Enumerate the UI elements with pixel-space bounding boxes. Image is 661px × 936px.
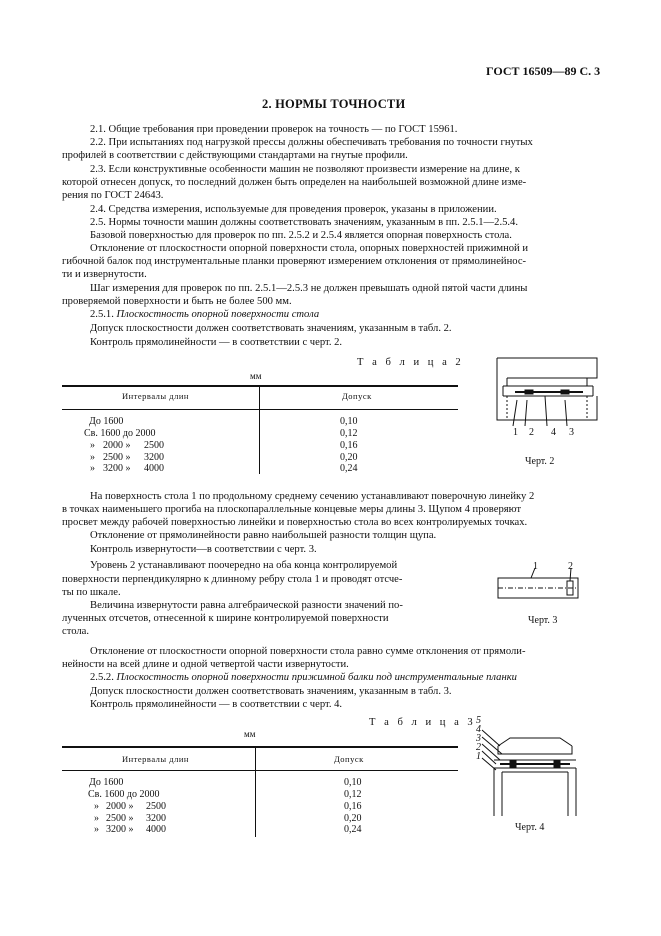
- table2-row-tolerance: 0,12: [340, 428, 358, 439]
- para-step: Шаг измерения для проверок по пп. 2.5.1—2.5.3 не должен превышать одной пятой части длины: [90, 283, 528, 294]
- table2-row-from: 3200 »: [103, 463, 131, 474]
- section-2-5-2-title: Плоскостность опорной поверхности прижимной балки под инструментальные планки: [116, 672, 517, 683]
- table3-row-interval: Св. 1600 до 2000: [88, 789, 160, 800]
- figure-2-label-4: 4: [551, 427, 556, 438]
- section-2-5-1-title: Плоскостность опорной поверхности стола: [116, 309, 320, 320]
- table3-col-tolerance: Допуск: [334, 754, 364, 764]
- para-flatness-sum-2: нейности на всей длине и одной четвертой части извернутости.: [62, 659, 349, 670]
- table2-row-tolerance: 0,16: [340, 440, 358, 451]
- table3-row-to: 2500: [146, 801, 166, 812]
- table2-row-to: 2500: [144, 440, 164, 451]
- table3-top-rule: [62, 746, 458, 748]
- table2-col-divider: [259, 386, 260, 474]
- section-2-5-1-heading: [90, 309, 319, 322]
- figure-4-label-5: 5: [476, 715, 481, 726]
- figure-3-label-2: 2: [568, 561, 573, 572]
- para-2-4: 2.4. Средства измерения, используемые для проведения проверок, указаны в приложении.: [90, 204, 497, 215]
- figure-2-drawing: [495, 356, 605, 446]
- table2-units: мм: [250, 371, 262, 381]
- figure-4-caption: Черт. 4: [515, 822, 545, 833]
- table3-header-rule: [62, 770, 458, 771]
- para-twist-5: лученных отсчетов, отнесенной к ширине контролируемой поверхности: [62, 613, 389, 624]
- para-flatness-end: ти и извернутости.: [62, 269, 147, 280]
- para-straightness-1: На поверхность стола 1 по продольному среднему сечению устанавливают поверочную линейку 2: [90, 491, 535, 502]
- table3-row-ditto: »: [94, 801, 99, 812]
- table2-header-rule: [62, 409, 458, 410]
- table3-row-tolerance: 0,10: [344, 777, 362, 788]
- para-2-2-cont: профилей в соответствии с действующими стандартами на гнутые профили.: [62, 150, 408, 161]
- table3-row-ditto: »: [94, 824, 99, 835]
- para-2-3: 2.3. Если конструктивные особенности машин не позволяют произвести измерение на длине, к: [90, 164, 520, 175]
- table3-row-from: 2000 »: [106, 801, 134, 812]
- figure-4-label-1: 1: [476, 751, 481, 762]
- section-2-5-1-line1: Допуск плоскостности должен соответствовать значениям, указанным в табл. 2.: [90, 323, 452, 334]
- figure-4-label-4: 4: [476, 724, 481, 735]
- figure-2-label-2: 2: [529, 427, 534, 438]
- table3-row-to: 4000: [146, 824, 166, 835]
- figure-4-label-3: 3: [476, 733, 481, 744]
- table2-row-ditto: »: [90, 463, 95, 474]
- table2-caption: Т а б л и ц а 2: [357, 357, 464, 368]
- para-2-3-end: рения по ГОСТ 24643.: [62, 190, 164, 201]
- table3-row-tolerance: 0,20: [344, 813, 362, 824]
- table3-row-tolerance: 0,24: [344, 824, 362, 835]
- table2-top-rule: [62, 385, 458, 387]
- para-twist-1: Уровень 2 устанавливают поочередно на оба конца контролируемой: [90, 560, 398, 571]
- figure-4-drawing: [470, 720, 600, 820]
- table2-row-tolerance: 0,10: [340, 416, 358, 427]
- table3-row-to: 3200: [146, 813, 166, 824]
- table3-row-from: 3200 »: [106, 824, 134, 835]
- para-twist-2: поверхности перпендикулярно к длинному ребру стола 1 и проводят отсче-: [62, 574, 403, 585]
- figure-3-caption: Черт. 3: [528, 615, 558, 626]
- table2-row-tolerance: 0,20: [340, 452, 358, 463]
- para-flatness: Отклонение от плоскостности опорной поверхности стола, опорных поверхностей прижимной и: [90, 243, 529, 254]
- para-straightness-2: в точках наименьшего прогиба на плоскопараллельные концевые меры длины 3. Щупом 4 проверяют: [62, 504, 522, 515]
- para-straightness-3: просвет между рабочей поверхностью линейки и поверхностью стола во всех контролируемых точках.: [62, 517, 528, 528]
- para-base-surface: Базовой поверхностью для проверок по пп. 2.5.2 и 2.5.4 является опорная поверхность стола.: [90, 230, 512, 241]
- figure-4-label-2: 2: [476, 742, 481, 753]
- para-2-5: 2.5. Нормы точности машин должны соответствовать значениям, указанным в пп. 2.5.1—2.5.4.: [90, 217, 518, 228]
- section-2-5-2-heading: [90, 672, 517, 685]
- section-2-5-1-line2: Контроль прямолинейности — в соответствии с черт. 2.: [90, 337, 343, 348]
- para-2-2: 2.2. При испытаниях под нагрузкой прессы должны обеспечивать требования по точности гнутых: [90, 137, 533, 148]
- figure-2-caption: Черт. 2: [525, 456, 555, 467]
- section-2-5-2-line1: Допуск плоскостности должен соответствовать значениям, указанным в табл. 3.: [90, 686, 452, 697]
- section-2-5-1-number: 2.5.1.: [90, 309, 114, 320]
- table3-row-from: 2500 »: [106, 813, 134, 824]
- para-step-cont: проверяемой поверхности и быть не более 500 мм.: [62, 296, 292, 307]
- table3-row-ditto: »: [94, 813, 99, 824]
- para-flatness-cont: гибочной балок под инструментальные планки проверяют измерением отклонения от прямолинейнос-: [62, 256, 527, 267]
- para-twist-control: Контроль извернутости—в соответствии с черт. 3.: [90, 544, 317, 555]
- table3-row-tolerance: 0,16: [344, 801, 362, 812]
- table3-units: мм: [244, 729, 256, 739]
- section-2-5-2-line2: Контроль прямолинейности — в соответствии с черт. 4.: [90, 699, 343, 710]
- para-straightness-4: Отклонение от прямолинейности равно наибольшей разности толщин щупа.: [90, 530, 437, 541]
- table3-row-interval: До 1600: [89, 777, 124, 788]
- figure-2-label-1: 1: [513, 427, 518, 438]
- table3-caption: Т а б л и ц а 3: [369, 717, 476, 728]
- table2-row-interval: До 1600: [89, 416, 124, 427]
- table2-row-to: 4000: [144, 463, 164, 474]
- table3-col-intervals: Интервалы длин: [122, 754, 189, 764]
- table2-row-tolerance: 0,24: [340, 463, 358, 474]
- figure-3-label-1: 1: [533, 561, 538, 572]
- page-header-code: ГОСТ 16509—89 С. 3: [486, 64, 601, 78]
- table2-row-ditto: »: [90, 452, 95, 463]
- table2-row-interval: Св. 1600 до 2000: [84, 428, 156, 439]
- section-2-5-2-number: 2.5.2.: [90, 672, 114, 683]
- para-twist-4: Величина извернутости равна алгебраической разности значений по-: [90, 600, 403, 611]
- para-flatness-sum-1: Отклонение от плоскостности опорной поверхности стола равно сумме отклонения от прямоли-: [90, 646, 526, 657]
- para-2-1: 2.1. Общие требования при проведении проверок на точность — по ГОСТ 15961.: [90, 124, 458, 135]
- table2-row-ditto: »: [90, 440, 95, 451]
- figure-2-label-3: 3: [569, 427, 574, 438]
- table2-row-to: 3200: [144, 452, 164, 463]
- table3-row-tolerance: 0,12: [344, 789, 362, 800]
- para-2-3-cont: которой отнесен допуск, то последний должен быть определен на наибольшей возможной длине изме-: [62, 177, 527, 188]
- table2-col-tolerance: Допуск: [342, 391, 372, 401]
- section-title: 2. НОРМЫ ТОЧНОСТИ: [262, 97, 406, 111]
- table3-col-divider: [255, 747, 256, 837]
- table2-row-from: 2000 »: [103, 440, 131, 451]
- para-twist-6: стола.: [62, 626, 89, 637]
- table2-row-from: 2500 »: [103, 452, 131, 463]
- table2-col-intervals: Интервалы длин: [122, 391, 189, 401]
- para-twist-3: ты по шкале.: [62, 587, 121, 598]
